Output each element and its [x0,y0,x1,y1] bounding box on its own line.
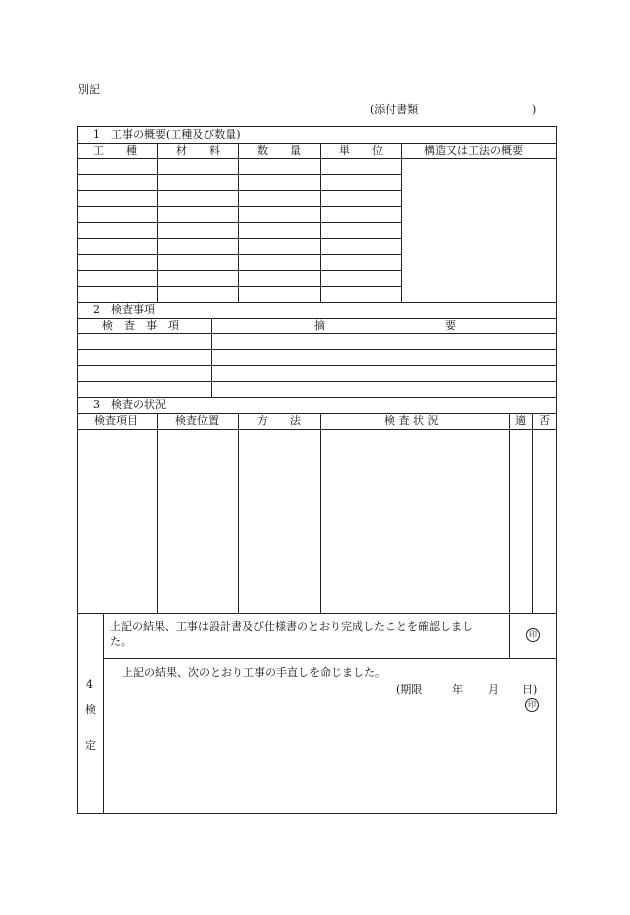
attachment-close: ) [532,103,537,116]
section2-header-you: 要 [445,319,456,332]
section4-day: 日) [522,683,538,696]
section2-header-teki: 摘 [314,319,325,332]
section4-label-tei: 定 [85,739,96,752]
section3-header-status: 検 査 状 況 [384,414,439,427]
section2-row-rule [77,381,557,382]
section1-title: 1 工事の概要(工種及び数量) [93,128,241,141]
outer-top-border [77,126,557,127]
section3-header-pass: 適 [515,414,526,427]
section3-header-method: 方 法 [257,414,301,427]
section3-header-rule [77,429,557,430]
section1-row-rule [77,254,402,255]
section4-correction-text: 上記の結果、次のとおり工事の手直しを命じました。 [122,666,386,679]
section1-header-material: 材 料 [176,144,220,157]
section3-col-rule [532,413,533,613]
section1-row-rule [77,206,402,207]
outer-bottom-border [77,813,557,814]
section4-month: 月 [488,683,499,696]
section4-confirm-line1: 上記の結果、工事は設計書及び仕様書のとおり完成したことを確認しまし [110,620,473,633]
section3-col-rule [320,413,321,613]
outer-right-border [556,126,557,814]
section1-col-rule [320,143,321,302]
section4-number: 4 [86,678,93,691]
section2-header-item: 検 査 事 項 [102,319,179,332]
section1-row-rule [77,286,402,287]
section2-row-rule [77,349,557,350]
section1-header-quantity: 数 量 [257,144,301,157]
section3-header-fail: 否 [539,414,550,427]
section2-row-rule [77,365,557,366]
section1-col-rule [238,143,239,302]
outer-left-border [77,126,78,814]
seal-stamp-icon: 印 [526,628,540,642]
section3-title-rule [77,413,557,414]
section4-label-ken: 検 [85,703,96,716]
section1-header-kind: 工 種 [93,144,137,157]
section2-title: 2 検査事項 [93,303,155,316]
section1-row-rule [77,174,402,175]
section2-col-rule [211,318,212,397]
section4-deadline-open: (期限 [396,683,423,696]
betsuki-label: 別記 [78,83,100,96]
section1-row-rule [77,222,402,223]
section1-row-rule [77,238,402,239]
section1-header-structure: 構造又は工法の概要 [424,144,523,157]
section3-col-rule [509,413,510,658]
section4-label-divider [103,613,104,814]
section1-col-rule [157,143,158,302]
attachment-open: (添付書類 [370,103,419,116]
section3-col-rule [238,413,239,613]
section4-year: 年 [452,683,463,696]
section3-title: 3 検査の状況 [93,398,166,411]
section4-middle-rule [103,658,557,659]
section1-row-rule [77,190,402,191]
section4-confirm-line2: た。 [110,635,132,648]
section2-header-rule [77,333,557,334]
section1-header-unit: 単 位 [339,144,383,157]
section3-header-item: 検査項目 [94,414,138,427]
section3-header-position: 検査位置 [175,414,219,427]
section3-bottom-rule [77,613,557,614]
section1-col-rule [401,143,402,302]
section3-col-rule [157,413,158,613]
section1-header-rule [77,158,557,159]
section1-row-rule [77,270,402,271]
seal-stamp-icon: 印 [525,698,539,712]
